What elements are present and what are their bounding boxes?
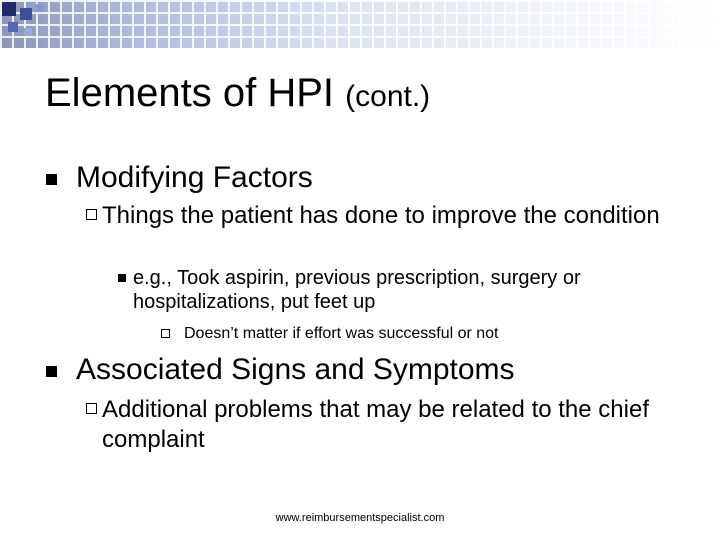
corner-decoration [0,0,60,48]
title-suffix: (cont.) [345,80,431,113]
bullet-things-patient-done: Things the patient has done to improve the condition [102,202,660,229]
footer-url: www.reimbursementspecialist.com [275,512,445,524]
bullet-square-icon [118,274,126,282]
header-banner-grid [0,0,720,48]
bullet-square-icon [46,174,57,185]
slide-title [45,70,430,120]
bullet-square-icon [46,366,57,377]
bullet-box-icon [86,403,97,414]
bullet-effort-success: Doesn’t matter if effort was successful or not [184,325,499,342]
bullet-associated-signs: Associated Signs and Symptoms [76,353,515,386]
bullet-additional-problems: Additional problems that may be related to the chief complaint [102,396,649,453]
bullet-box-icon [86,209,97,220]
bullet-eg-aspirin: e.g., Took aspirin, previous prescription, surgery or hospitalizations, put feet up [133,267,581,313]
bullet-modifying-factors: Modifying Factors [76,161,313,194]
bullet-box-icon [161,329,170,338]
title-main: Elements of HPI [45,71,335,115]
